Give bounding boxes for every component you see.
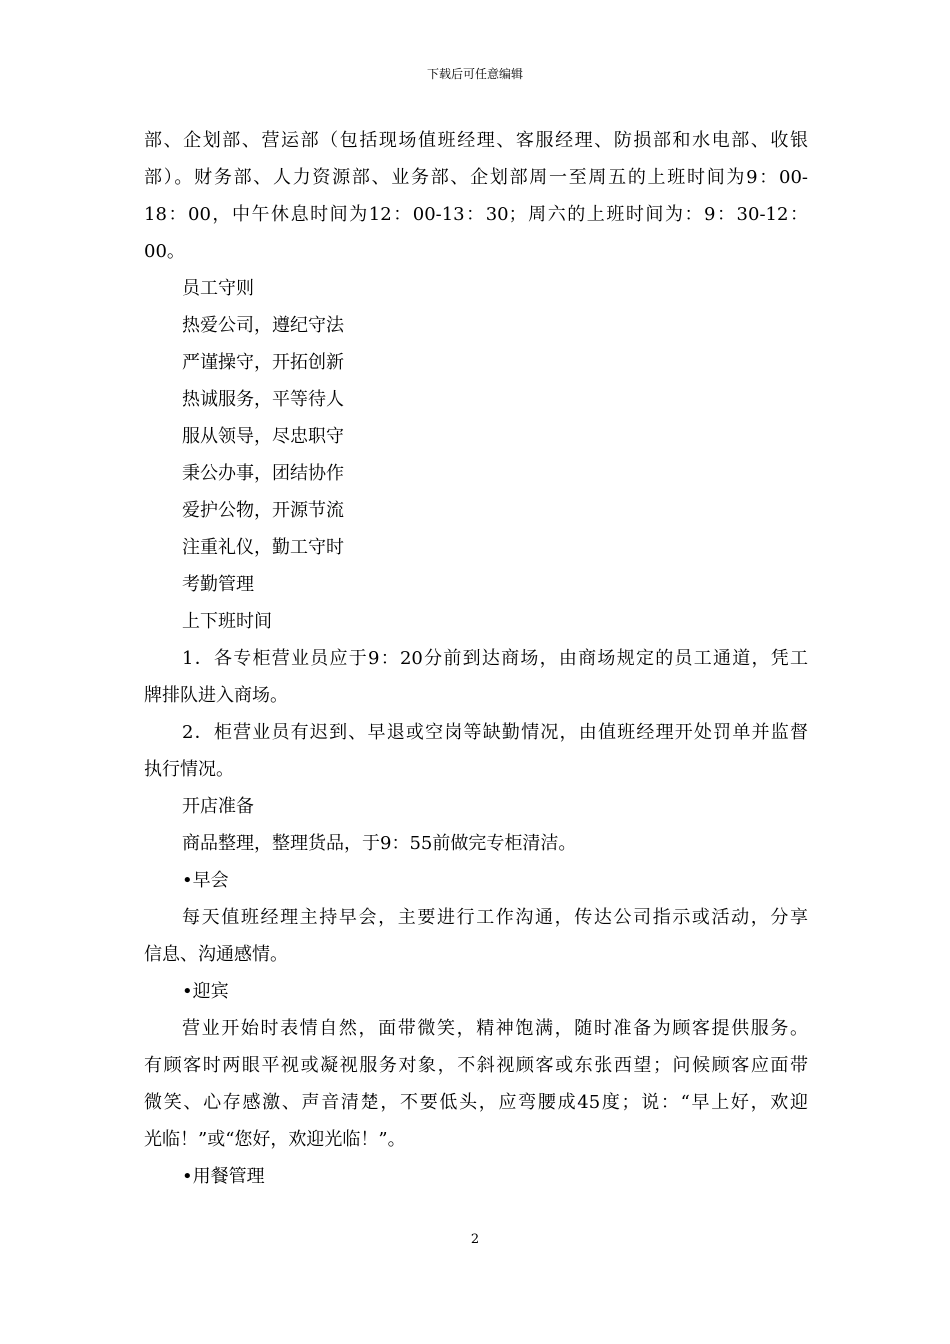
rule-item: 热诚服务，平等待人 — [182, 389, 344, 410]
subsection-heading: 开店准备 — [182, 796, 254, 817]
rule-item: 秉公办事，团结协作 — [182, 463, 344, 484]
paragraph-line: 18：00，中午休息时间为12：00-13：30；周六的上班时间为：9：30-12： — [144, 204, 808, 225]
paragraph-line: 微笑、心存感激、声音清楚，不要低头，应弯腰成45度；说：“早上好，欢迎 — [144, 1092, 808, 1113]
rule-item: 服从领导，尽忠职守 — [182, 426, 344, 447]
bullet-heading: •用餐管理 — [182, 1166, 265, 1187]
section-heading: 考勤管理 — [182, 574, 254, 595]
document-body — [144, 122, 808, 1195]
paragraph-line: 营业开始时表情自然，面带微笑，精神饱满，随时准备为顾客提供服务。 — [182, 1018, 808, 1039]
paragraph-line: 光临！”或“您好，欢迎光临！”。 — [144, 1129, 406, 1150]
subsection-heading: 上下班时间 — [182, 611, 272, 632]
paragraph-line: 每天值班经理主持早会，主要进行工作沟通，传达公司指示或活动，分享 — [182, 907, 808, 928]
paragraph-line: 部、企划部、营运部（包括现场值班经理、客服经理、防损部和水电部、收银 — [144, 130, 808, 151]
page-number: 2 — [470, 1232, 480, 1247]
rule-item: 热爱公司，遵纪守法 — [182, 315, 344, 336]
paragraph-line: 00。 — [144, 241, 185, 262]
bullet-heading: •早会 — [182, 870, 229, 891]
paragraph-line: 部）。财务部、人力资源部、业务部、企划部周一至周五的上班时间为9：00- — [144, 167, 808, 188]
paragraph-line: 商品整理，整理货品，于9：55前做完专柜清洁。 — [182, 833, 577, 854]
section-heading: 员工守则 — [182, 278, 254, 299]
rule-item: 爱护公物，开源节流 — [182, 500, 344, 521]
paragraph-line: 执行情况。 — [144, 759, 234, 780]
paragraph-line: 1．各专柜营业员应于9：20分前到达商场，由商场规定的员工通道，凭工 — [182, 648, 808, 669]
bullet-heading: •迎宾 — [182, 981, 229, 1002]
paragraph-line: 牌排队进入商场。 — [144, 685, 288, 706]
rule-item: 注重礼仪，勤工守时 — [182, 537, 344, 558]
paragraph-line: 有顾客时两眼平视或凝视服务对象，不斜视顾客或东张西望；问候顾客应面带 — [144, 1055, 808, 1076]
rule-item: 严谨操守，开拓创新 — [182, 352, 344, 373]
paragraph-line: 2．柜营业员有迟到、早退或空岗等缺勤情况，由值班经理开处罚单并监督 — [182, 722, 808, 743]
page-header: 下载后可任意编辑 — [426, 67, 523, 81]
paragraph-line: 信息、沟通感情。 — [144, 944, 288, 965]
